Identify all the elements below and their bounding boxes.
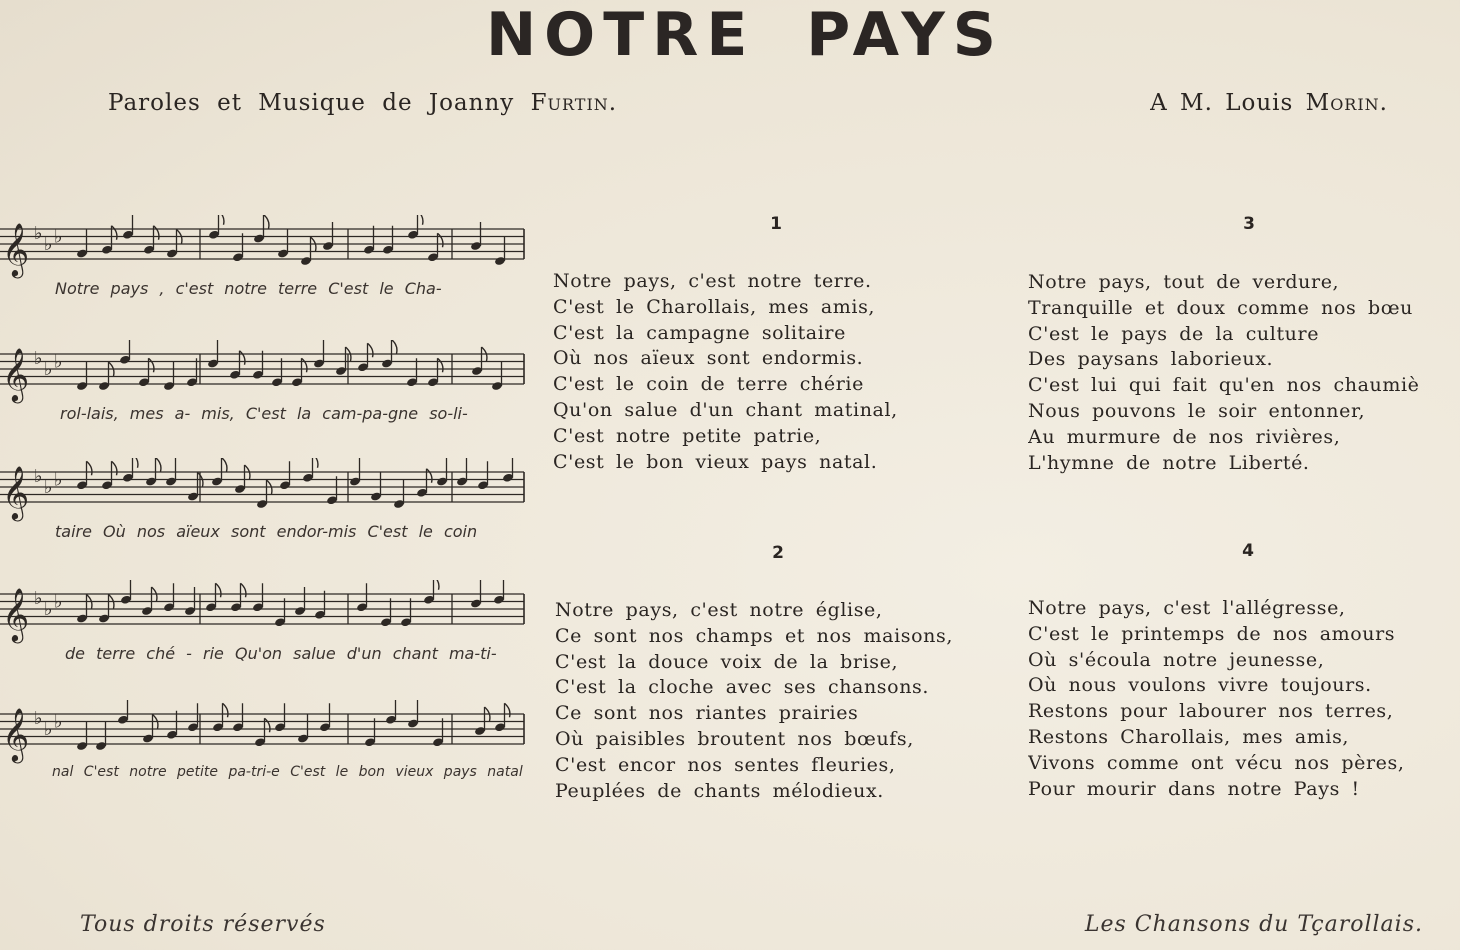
flat-icon: ♭ [44,719,53,740]
copyright-notice: Tous droits réservés [80,912,326,937]
note-flag [240,351,245,365]
flat-icon: ♭ [54,591,63,613]
verse-line: Pour mourir dans notre Pays ! [1028,777,1360,800]
note-flag [438,233,443,247]
verse-line: Au murmure de nos rivières, [1028,425,1341,448]
flat-icon: ♭ [44,477,53,498]
music-staff-1 [0,215,530,311]
note-flag [427,469,432,483]
note-flag [223,703,228,717]
verse-line: Ce sont nos champs et nos maisons, [555,624,953,647]
verse-line: Notre pays, tout de verdure, [1028,271,1340,293]
note-flag [154,226,159,240]
note-flag [112,226,117,240]
verse-line: C'est le Charollais, mes amis, [553,295,876,318]
verse-line: Peuplées de chants mélodieux. [555,779,884,802]
verse-line: Restons Charollais, mes amis, [1028,725,1350,748]
verse-line: Des paysans laborieux. [1028,348,1274,371]
verse-line: Tranquille et doux comme nos bœu [1028,296,1413,319]
note-flag [216,583,221,597]
verse-line: Où nous voulons vivre toujours. [1028,674,1372,697]
verse-2 [555,598,985,804]
verse-line: C'est le bon vieux pays natal. [553,450,878,473]
treble-clef-icon: 𝄞 [2,465,30,519]
verse-line: Nous pouvons le soir entonner, [1028,399,1366,422]
song-title: NOTRE PAYS [485,0,1005,70]
treble-clef-icon: 𝄞 [2,587,30,641]
flat-icon: ♭ [34,587,43,609]
dedication-prefix: A M. Louis [1150,90,1294,116]
note-flag [149,358,154,372]
series-title: Les Chansons du Tçarollais. [1084,912,1423,937]
note-flag [265,718,270,732]
dedicatee-name: Morin. [1305,90,1388,116]
verse-line: Qu'on salue d'un chant matinal, [553,398,898,421]
flat-icon: ♭ [44,599,53,620]
note-flag [156,458,161,472]
note-flag [368,343,373,357]
verse-line: C'est le pays de la culture [1028,322,1320,345]
flat-icon: ♭ [54,711,63,733]
note-flag [264,215,269,229]
note-flag [438,358,443,372]
treble-clef-icon: 𝄞 [2,347,30,401]
note-flag [222,458,227,472]
verse-line: Où s'écoula notre jeunesse, [1028,648,1325,671]
verse-line: C'est la campagne solitaire [553,321,846,344]
verse-3-number: 3 [1243,214,1255,234]
credits-left-prefix: Paroles et Musique de Joanny [108,90,515,116]
music-staff-4 [0,580,530,676]
note-flag [418,215,423,225]
verse-2-number: 2 [772,543,784,563]
verse-4 [1028,596,1458,802]
flat-icon: ♭ [34,222,43,244]
verse-line: Vivons comme ont vécu nos pères, [1028,751,1405,774]
note-flag [241,583,246,597]
verse-line: Où paisibles broutent nos bœufs, [555,727,914,750]
treble-clef-icon: 𝄞 [2,222,30,276]
note-flag [505,703,510,717]
staff-lyrics-1: Notre pays , c'est notre terre C'est le Cha- [55,279,442,298]
note-flag [392,340,397,354]
staff-notation-2 [0,340,530,404]
flat-icon: ♭ [54,226,63,248]
credits-lyrics-music [108,90,617,116]
note-flag [87,461,92,475]
staff-notation-1 [0,215,530,279]
staff-lyrics-4: de terre ché - rie Qu'on salue d'un chant ma-ti- [65,644,497,663]
verse-3 [1028,270,1458,476]
dedication [1150,90,1388,116]
verse-line: C'est la douce voix de la brise, [555,650,899,673]
note-flag [219,215,224,225]
music-staff-3 [0,458,530,554]
verse-line: Notre pays, c'est notre église, [555,599,883,621]
note-flag [434,580,439,590]
verse-line: Restons pour labourer nos terres, [1028,700,1394,723]
verse-line: C'est le printemps de nos amours [1028,622,1396,645]
verse-4-number: 4 [1242,541,1254,561]
verse-line: C'est notre petite patrie, [553,424,822,447]
note-flag [302,358,307,372]
flat-icon: ♭ [34,347,43,369]
flat-icon: ♭ [44,234,53,255]
flat-icon: ♭ [54,351,63,373]
verse-line: L'hymne de notre Liberté. [1028,451,1310,474]
treble-clef-icon: 𝄞 [2,707,30,761]
note-flag [133,458,138,468]
flat-icon: ♭ [54,469,63,491]
verse-line: Notre pays, c'est notre terre. [553,270,872,292]
verse-line: C'est lui qui fait qu'en nos chaumiè [1028,374,1420,397]
music-staff-2 [0,340,530,436]
note-flag [112,461,117,475]
staff-lyrics-5: nal C'est notre petite pa-tri-e C'est le bon vieux pays natal [52,764,523,780]
verse-line: Notre pays, c'est l'allégresse, [1028,597,1346,619]
verse-line: Où nos aïeux sont endormis. [553,347,864,370]
verse-line: C'est la cloche avec ses chansons. [555,676,930,699]
verse-line: C'est encor nos sentes fleuries, [555,753,896,776]
staff-notation-4 [0,580,530,644]
flat-icon: ♭ [44,359,53,380]
note-flag [313,458,318,468]
staff-lyrics-3: taire Où nos aïeux sont endor-mis C'est le coin [55,522,478,541]
flat-icon: ♭ [34,707,43,729]
staff-notation-5 [0,700,530,764]
verse-line: Ce sont nos riantes prairies [555,702,859,725]
flat-icon: ♭ [34,465,43,487]
composer-name: Furtin. [530,90,618,116]
staff-lyrics-2: rol-lais, mes a- mis, C'est la cam-pa-gne so-li- [60,404,468,423]
verse-line: C'est le coin de terre chérie [553,373,864,396]
verse-1 [553,269,983,475]
staff-notation-3 [0,458,530,522]
music-staff-5 [0,700,530,796]
verse-1-number: 1 [770,214,782,234]
